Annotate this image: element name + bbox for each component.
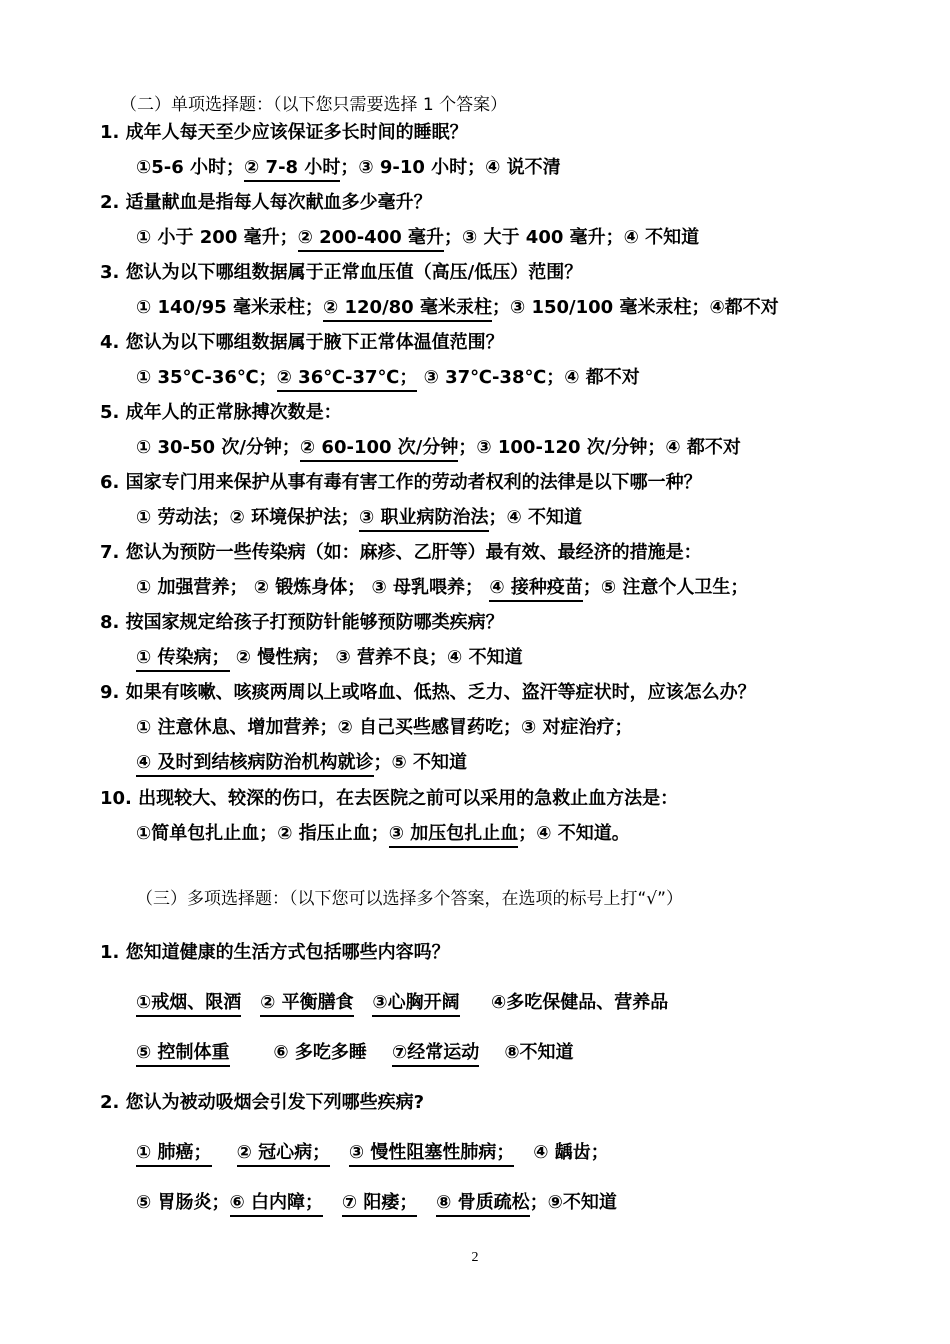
options-10 — [136, 819, 630, 845]
answer-underlined: ② 200-400 毫升 — [298, 227, 444, 252]
section-heading-multiple-choice: （三）多项选择题：（以下您可以选择多个答案，在选项的标号上打“√”） — [136, 889, 683, 909]
option-text: ；③ 150/100 毫米汞柱；④都不对 — [491, 297, 779, 318]
question-1: 1. 成年人每天至少应该保证多长时间的睡眠？ — [100, 122, 468, 143]
answer-underlined: ①戒烟、限酒 — [136, 992, 241, 1017]
question-4: 4. 您认为以下哪组数据属于腋下正常体温值范围？ — [100, 332, 504, 353]
answer-underlined: ③ 职业病防治法 — [359, 507, 489, 532]
option-text: ① 30-50 次/分钟； — [136, 437, 300, 458]
option-text: ；④ 不知道。 — [518, 823, 630, 844]
option-text: ；⑤ 注意个人卫生； — [582, 577, 749, 598]
option-text: ① 劳动法；② 环境保护法； — [136, 507, 360, 528]
option-text: ；③ 9-10 小时；④ 说不清 — [340, 157, 561, 178]
answer-underlined: ② 冠心病； — [237, 1142, 331, 1167]
option-text: ① 加强营养； ② 锻炼身体； ③ 母乳喂养； — [136, 577, 490, 598]
section-heading-single-choice: （二）单项选择题：（以下您只需要选择 1 个答案） — [120, 95, 508, 115]
option-text: ⑥ 多吃多睡 — [273, 1042, 367, 1063]
question-10: 10. 出现较大、较深的伤口，在去医院之前可以采用的急救止血方法是： — [100, 788, 679, 809]
multi-options-1-row-1 — [136, 988, 668, 1014]
option-text: ③ 37℃-38℃；④ 都不对 — [417, 367, 640, 388]
question-8: 8. 按国家规定给孩子打预防针能够预防哪类疾病？ — [100, 612, 504, 633]
option-text: ④多吃保健品、营养品 — [490, 992, 669, 1013]
options-6 — [136, 503, 582, 529]
options-9-line-2 — [136, 748, 467, 774]
question-3: 3. 您认为以下哪组数据属于正常血压值（高压/低压）范围？ — [100, 262, 583, 283]
multi-question-1: 1. 您知道健康的生活方式包括哪些内容吗？ — [100, 942, 450, 963]
multi-options-1-row-2 — [136, 1038, 574, 1064]
answer-underlined: ④ 接种疫苗 — [489, 577, 583, 602]
options-3 — [136, 293, 779, 319]
answer-underlined: ② 平衡膳食 — [260, 992, 354, 1017]
answer-underlined: ③ 加压包扎止血 — [389, 823, 519, 848]
option-text: ① 注意休息、增加营养；② 自己买些感冒药吃；③ 对症治疗； — [136, 717, 633, 738]
multi-options-2-row-1 — [136, 1138, 609, 1164]
answer-underlined: ② 7-8 小时 — [244, 157, 340, 182]
options-7 — [136, 573, 748, 599]
answer-underlined: ① 肺癌； — [136, 1142, 212, 1167]
question-2: 2. 适量献血是指每人每次献血多少毫升？ — [100, 192, 432, 213]
answer-underlined: ② 36℃-37℃； — [277, 367, 418, 392]
options-4 — [136, 363, 640, 389]
multi-question-2: 2. 您认为被动吸烟会引发下列哪些疾病? — [100, 1092, 425, 1113]
option-text: ⑤ 胃肠炎； — [136, 1192, 230, 1213]
option-text: ；③ 大于 400 毫升；④ 不知道 — [444, 227, 700, 248]
options-8 — [136, 643, 523, 669]
answer-underlined: ⑦经常运动 — [392, 1042, 479, 1067]
question-7: 7. 您认为预防一些传染病（如：麻疹、乙肝等）最有效、最经济的措施是： — [100, 542, 702, 563]
option-text: ① 35℃-36℃； — [136, 367, 277, 388]
option-text: ⑧不知道 — [504, 1042, 574, 1063]
answer-underlined: ② 60-100 次/分钟 — [300, 437, 458, 462]
options-2 — [136, 223, 699, 249]
option-text: ② 慢性病； ③ 营养不良；④ 不知道 — [229, 647, 523, 668]
answer-underlined: ① 传染病； — [136, 647, 230, 672]
option-text: ① 140/95 毫米汞柱； — [136, 297, 323, 318]
option-text: ；⑨不知道 — [529, 1192, 617, 1213]
option-text: ①简单包扎止血；② 指压止血； — [136, 823, 389, 844]
option-text: ①5-6 小时； — [136, 157, 245, 178]
question-5: 5. 成年人的正常脉搏次数是： — [100, 402, 342, 423]
answer-underlined: ⑦ 阳痿； — [342, 1192, 418, 1217]
option-text: ；③ 100-120 次/分钟；④ 都不对 — [458, 437, 741, 458]
answer-underlined: ③心胸开阔 — [372, 992, 459, 1017]
answer-underlined: ⑧ 骨质疏松 — [436, 1192, 530, 1217]
multi-options-2-row-2 — [136, 1188, 617, 1214]
answer-underlined: ⑥ 白内障； — [230, 1192, 324, 1217]
options-9-line-1 — [136, 713, 633, 739]
option-text: ；④ 不知道 — [488, 507, 583, 528]
option-text: ；⑤ 不知道 — [373, 752, 468, 773]
answer-underlined: ② 120/80 毫米汞柱 — [323, 297, 492, 322]
answer-underlined: ③ 慢性阻塞性肺病； — [349, 1142, 515, 1167]
question-6: 6. 国家专门用来保护从事有毒有害工作的劳动者权利的法律是以下哪一种？ — [100, 472, 702, 493]
option-text: ④ 龋齿； — [533, 1142, 609, 1163]
options-1 — [136, 153, 561, 179]
answer-underlined: ④ 及时到结核病防治机构就诊 — [136, 752, 374, 777]
answer-underlined: ⑤ 控制体重 — [136, 1042, 230, 1067]
question-9: 9. 如果有咳嗽、咳痰两周以上或咯血、低热、乏力、盗汗等症状时，应该怎么办？ — [100, 682, 756, 703]
option-text: ① 小于 200 毫升； — [136, 227, 298, 248]
options-5 — [136, 433, 741, 459]
page-number: 2 — [471, 1250, 479, 1265]
